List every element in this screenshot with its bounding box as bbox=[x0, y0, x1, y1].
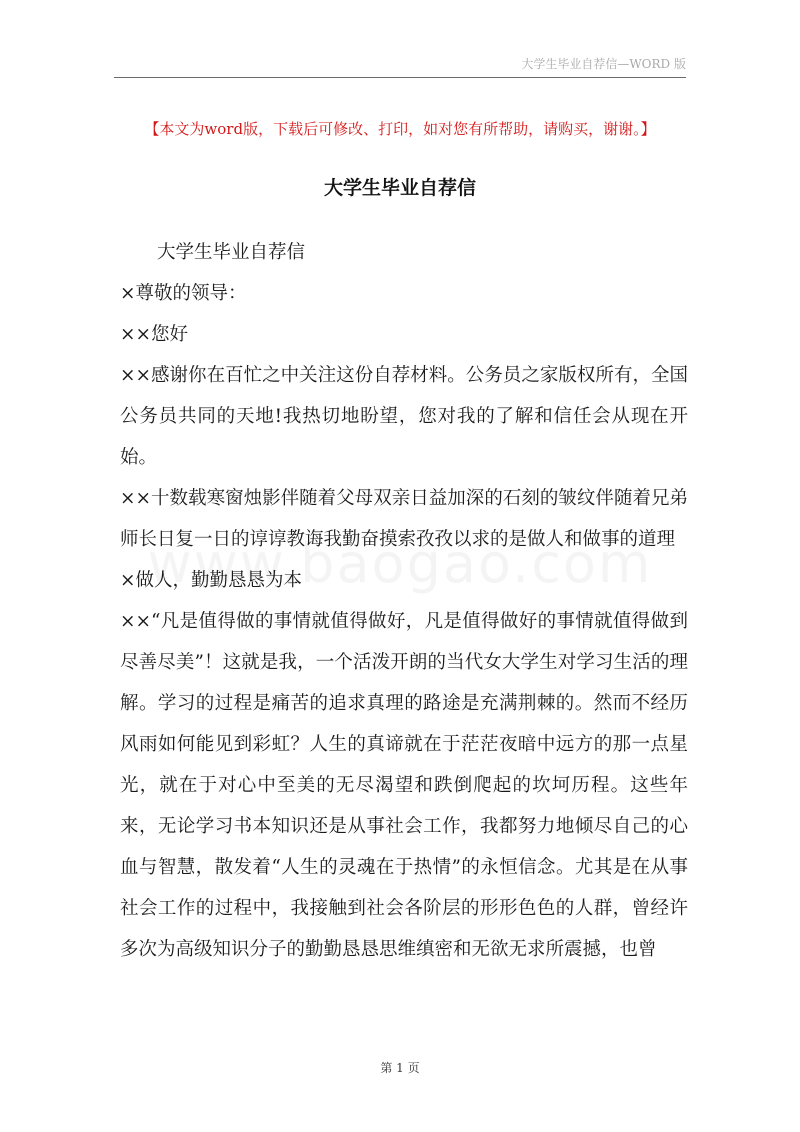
section-heading: ×做人，勤勤恳恳为本 bbox=[120, 570, 303, 591]
body-paragraph: ××“凡是值得做的事情就值得做好，凡是值得做好的事情就值得做到尽善尽美”！这就是我，一个活泼开朗的当代女大学生对学习生活的理解。学习的过程是痛苦的追求真理的路途是充满荆棘的。然而不经历风雨如何能见到彩虹？人生的真谛就在于茫茫夜暗中远方的那一点星光，就在于对心中至美的无尽渴望和跌倒爬起的坎坷历程。这些年来，无论学习书本知识还是从事社会工作，我都努力地倾尽自己的心血与智慧，散发着“人生的灵魂在于热情”的永恒信念。尤其是在从事社会工作的过程中，我接触到社会各阶层的形形色色的人群，曾经许多次为高级知识分子的勤勤恳恳思维缜密和无欲无求所震撼，也曾 bbox=[120, 611, 688, 960]
body-paragraph: ××感谢你在百忙之中关注这份自荐材料。公务员之家版权所有，全国公务员共同的天地!我热切地盼望，您对我的了解和信任会从现在开始。 bbox=[120, 365, 688, 468]
body-heading: 大学生毕业自荐信 bbox=[157, 242, 306, 263]
body-paragraph: ××十数载寒窗烛影伴随着父母双亲日益加深的石刻的皱纹伴随着兄弟师长日复一日的谆谆教诲我勤奋摸索孜孜以求的是做人和做事的道理 bbox=[120, 488, 688, 550]
page-number: 第 1 页 bbox=[380, 1061, 420, 1075]
document-body bbox=[120, 232, 688, 970]
download-notice: 【本文为word版，下载后可修改、打印，如对您有所帮助，请购买，谢谢。】 bbox=[144, 120, 656, 138]
document-title: 大学生毕业自荐信 bbox=[323, 177, 476, 199]
running-header: 大学生毕业自荐信—WORD 版 bbox=[521, 57, 686, 71]
header-divider bbox=[114, 77, 686, 78]
salutation: ×尊敬的领导： bbox=[120, 283, 247, 304]
greeting: ××您好 bbox=[120, 324, 189, 345]
